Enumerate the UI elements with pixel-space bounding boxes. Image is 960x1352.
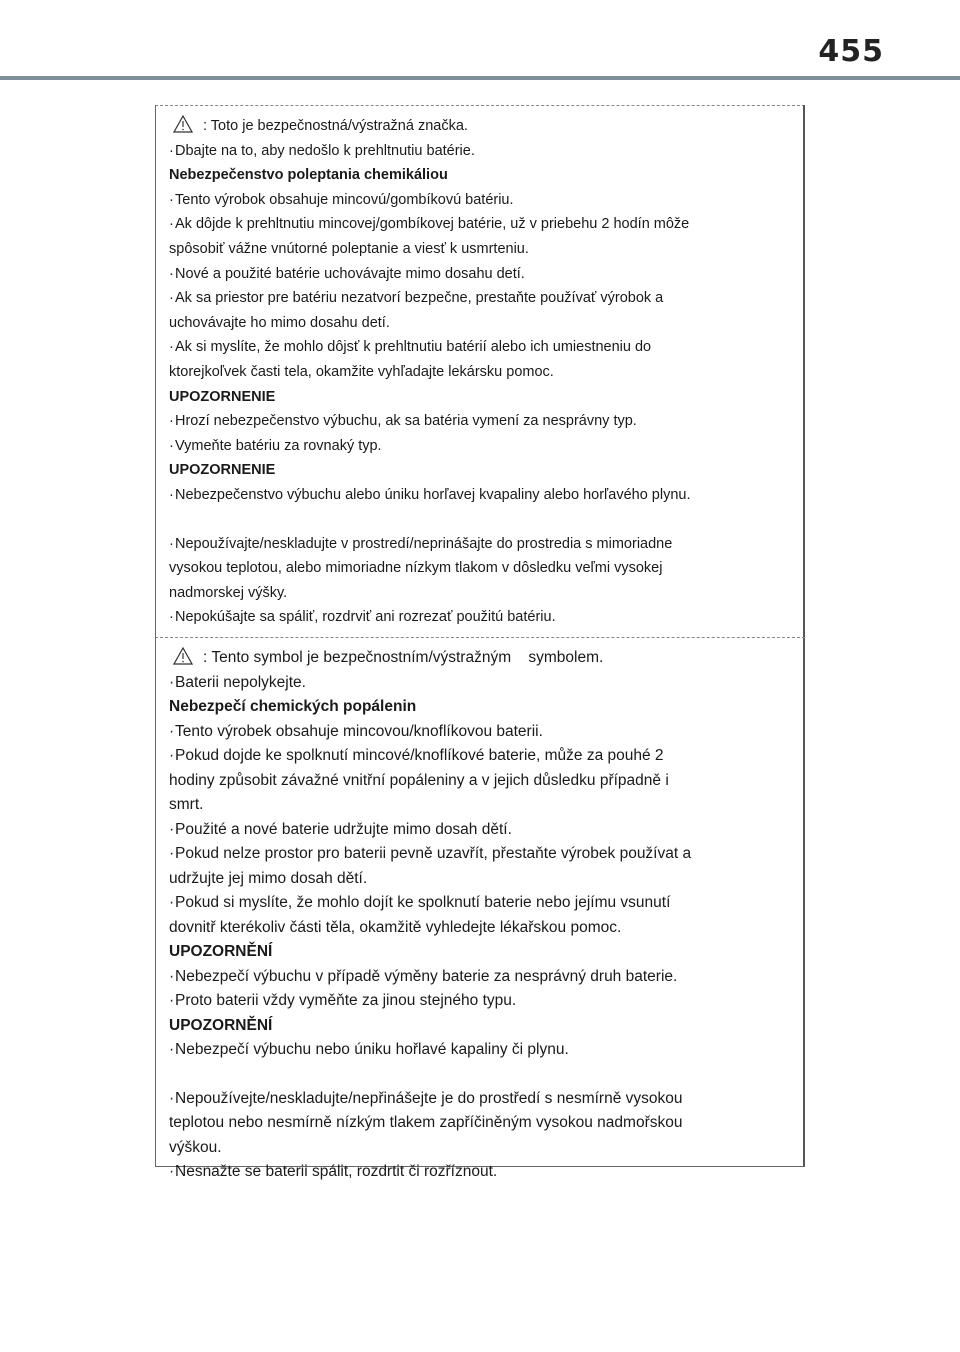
box-top-border xyxy=(155,105,805,106)
bullet-item: ·Nesnažte se baterii spálit, rozdrtit či rozříznout. xyxy=(169,1163,498,1180)
section-heading: Nebezpečí chemických popálenin xyxy=(169,698,417,715)
continuation-line: nadmorskej výšky. xyxy=(169,584,288,601)
symbol-text: : Toto je bezpečnostná/výstražná značka. xyxy=(203,118,468,134)
bullet-item: ·Nepoužívejte/neskladujte/nepřinášejte je do prostředí s nesmírně vysokou xyxy=(169,1089,683,1107)
bullet-item: ·Ak dôjde k prehltnutiu mincovej/gombíkovej batérie, už v priebehu 2 hodín môže xyxy=(169,216,690,233)
continuation-line: vysokou teplotou, alebo mimoriadne nízkym tlakom v dôsledku veľmi vysokej xyxy=(169,560,663,577)
symbol-line xyxy=(169,646,779,671)
bullet-item: ·Nepokúšajte sa spáliť, rozdrviť ani rozrezať použitú batériu. xyxy=(169,609,556,626)
bullet-item: ·Ak sa priestor pre batériu nezatvorí bezpečne, prestaňte používať výrobok a xyxy=(169,290,664,307)
bullet-item: ·Použité a nové baterie udržujte mimo dosah dětí. xyxy=(169,820,512,838)
caution-heading: UPOZORNĚNÍ xyxy=(169,1016,273,1034)
caution-heading: UPOZORNENIE xyxy=(169,388,276,405)
bullet-item: ·Dbajte na to, aby nedošlo k prehltnutiu batérie. xyxy=(169,142,475,159)
symbol-line xyxy=(169,114,779,139)
bullet-item: ·Pokud dojde ke spolknutí mincové/knoflíkové baterie, může za pouhé 2 xyxy=(169,747,664,764)
bullet-item: ·Pokud si myslíte, že mohlo dojít ke spolknutí baterie nebo jejímu vsunutí xyxy=(169,894,671,911)
warning-box xyxy=(155,105,805,1180)
continuation-line: výškou. xyxy=(169,1138,222,1156)
box-left-border xyxy=(155,105,156,1167)
continuation-line: udržujte jej mimo dosah dětí. xyxy=(169,869,368,887)
bullet-item: ·Nepoužívajte/neskladujte v prostredí/neprinášajte do prostredia s mimoriadne xyxy=(169,535,673,552)
continuation-line: uchovávajte ho mimo dosahu detí. xyxy=(169,314,390,331)
header-rule xyxy=(0,76,960,80)
bullet-item: ·Vymeňte batériu za rovnaký typ. xyxy=(169,437,382,454)
slovak-section xyxy=(169,114,779,630)
continuation-line: teplotou nebo nesmírně nízkým tlakem zapříčiněným vysokou nadmořskou xyxy=(169,1114,683,1131)
caution-heading: UPOZORNĚNÍ xyxy=(169,943,273,960)
bullet-item: ·Pokud nelze prostor pro baterii pevně uzavřít, přestaňte výrobek používat a xyxy=(169,845,692,862)
bullet-item: ·Nové a použité batérie uchovávajte mimo dosahu detí. xyxy=(169,265,525,282)
warning-triangle-icon xyxy=(173,115,193,133)
bullet-item: ·Hrozí nebezpečenstvo výbuchu, ak sa batéria vymení za nesprávny typ. xyxy=(169,413,637,430)
caution-heading: UPOZORNENIE xyxy=(169,462,276,479)
czech-section xyxy=(169,646,779,1185)
section-divider xyxy=(155,637,805,638)
bullet-item: ·Nebezpečí výbuchu nebo úniku hořlavé kapaliny či plynu. xyxy=(169,1041,569,1058)
bullet-item: ·Ak si myslíte, že mohlo dôjsť k prehltnutiu batérií alebo ich umiestneniu do xyxy=(169,339,652,356)
bullet-item: ·Nebezpečí výbuchu v případě výměny baterie za nesprávný druh baterie. xyxy=(169,967,678,985)
page-number: 455 xyxy=(818,34,884,69)
bullet-item: ·Proto baterii vždy vyměňte za jinou stejného typu. xyxy=(169,992,517,1009)
continuation-line: smrt. xyxy=(169,796,204,813)
bullet-item: ·Baterii nepolykejte. xyxy=(169,673,306,691)
continuation-line: hodiny způsobit závažné vnitřní popáleniny a v jejich důsledku případně i xyxy=(169,771,669,789)
symbol-text: : Tento symbol je bezpečnostním/výstražným symbolem. xyxy=(203,649,604,666)
bullet-item: ·Nebezpečenstvo výbuchu alebo úniku horľavej kvapaliny alebo horľavého plynu. xyxy=(169,486,691,503)
continuation-line: dovnitř kterékoliv části těla, okamžitě vyhledejte lékařskou pomoc. xyxy=(169,918,622,936)
bullet-item: ·Tento výrobok obsahuje mincovú/gombíkovú batériu. xyxy=(169,191,514,208)
continuation-line: ktorejkoľvek časti tela, okamžite vyhľadajte lekársku pomoc. xyxy=(169,363,554,380)
continuation-line: spôsobiť vážne vnútorné poleptanie a viesť k usmrteniu. xyxy=(169,240,529,257)
section-heading: Nebezpečenstvo poleptania chemikáliou xyxy=(169,167,448,184)
bullet-item: ·Tento výrobek obsahuje mincovou/knoflíkovou baterii. xyxy=(169,722,543,740)
box-right-border xyxy=(803,105,805,1167)
warning-triangle-icon xyxy=(173,647,193,665)
